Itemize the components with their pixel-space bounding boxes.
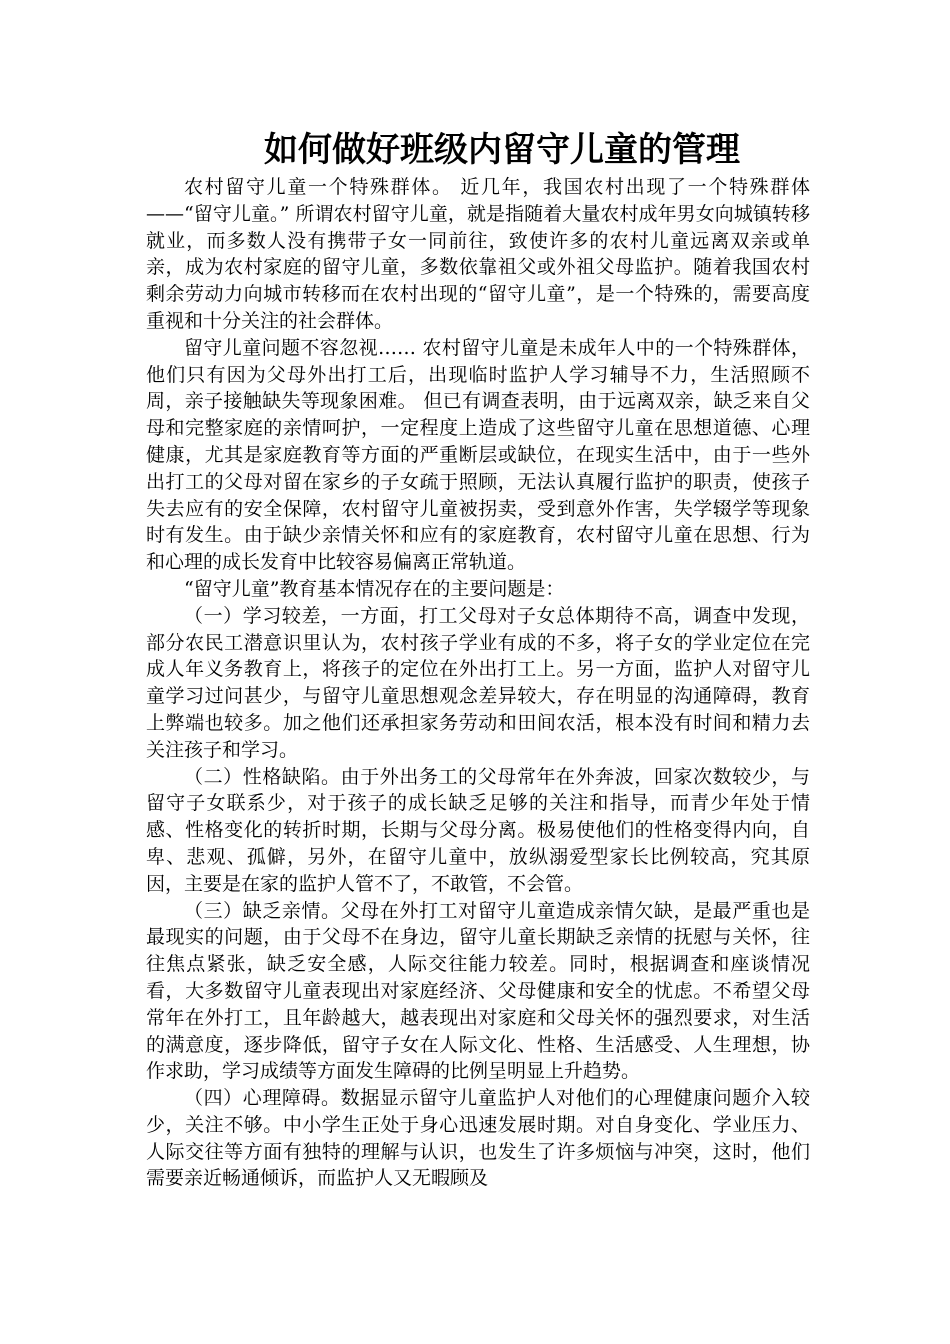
paragraph-intro: 农村留守儿童一个特殊群体。 近几年，我国农村出现了一个特殊群体——“留守儿童。” 所谓农村留守儿童，就是指随着大量农村成年男女向城镇转移就业，而多数人没有携带子女一同前往，致使许多的农村儿童远离双亲或单亲，成为农村家庭的留守儿童，多数依靠祖父或外祖父母监护。随着我国农村剩余劳动力向城市转移而在农村出现的“留守儿童”，是一个特殊的，需要高度重视和十分关注的社会群体。 [146,176,810,332]
paragraph-main-issues: “留守儿童”教育基本情况存在的主要问题是： [184,577,565,600]
document-title: 如何做好班级内留守儿童的管理 [264,130,740,170]
paragraph-issue-3: （三）缺乏亲情。父母在外打工对留守儿童造成亲情欠缺，是最严重也是最现实的问题，由于父母不在身边，留守儿童长期缺乏亲情的抚慰与关怀，往往焦点紧张，缺乏安全感，人际交往能力较差。同时，根据调查和座谈情况看，大多数留守儿童表现出对家庭经济、父母健康和安全的忧虑。不希望父母常年在外打工，且年龄越大，越表现出对家庭和父母关怀的强烈要求，对生活的满意度，逐步降低，留守子女在人际文化、性格、生活感受、人生理想，协作求助，学习成绩等方面发生障碍的比例呈明显上升趋势。 [146,899,810,1083]
document-body [146,174,810,1219]
paragraph-issue-1: （一）学习较差，一方面，打工父母对子女总体期待不高，调查中发现，部分农民工潜意识里认为，农村孩子学业有成的不多，将子女的学业定位在完成人年义务教育上，将孩子的定位在外出打工上。另一方面，监护人对留守儿童学习过问甚少，与留守儿童思想观念差异较大，存在明显的沟通障碍，教育上弊端也较多。加之他们还承担家务劳动和田间农活，根本没有时间和精力去关注孩子和学习。 [146,604,810,761]
paragraph-problem: 留守儿童问题不容忽视…… 农村留守儿童是未成年人中的一个特殊群体，他们只有因为父母外出打工后，出现临时监护人学习辅导不力，生活照顾不周，亲子接触缺失等现象困难。 但已有调查表明，由于远离双亲，缺乏来自父母和完整家庭的亲情呵护，一定程度上造成了这些留守儿童在思想道德、心理健康，尤其是家庭教育等方面的严重断层或缺位，在现实生活中，由于一些外出打工的父母对留在家乡的子女疏于照顾，无法认真履行监护的职责，使孩子失去应有的安全保障，农村留守儿童被拐卖，受到意外作害，失学辍学等现象时有发生。由于缺少亲情关怀和应有的家庭教育，农村留守儿童在思想、行为和心理的成长发育中比较容易偏离正常轨道。 [146,336,810,574]
paragraph-issue-2: （二）性格缺陷。由于外出务工的父母常年在外奔波，回家次数较少，与留守子女联系少，对于孩子的成长缺乏足够的关注和指导，而青少年处于情感、性格变化的转折时期，长期与父母分离。极易使他们的性格变得内向，自卑、悲观、孤僻，另外，在留守儿童中，放纵溺爱型家长比例较高，究其原因，主要是在家的监护人管不了，不敢管，不会管。 [146,765,810,895]
paragraph-issue-4: （四）心理障碍。数据显示留守儿童监护人对他们的心理健康问题介入较少，关注不够。中小学生正处于身心迅速发展时期。对自身变化、学业压力、人际交往等方面有独特的理解与认识，也发生了许多烦恼与冲突，这时，他们需要亲近畅通倾诉，而监护人又无暇顾及 [146,1087,810,1190]
